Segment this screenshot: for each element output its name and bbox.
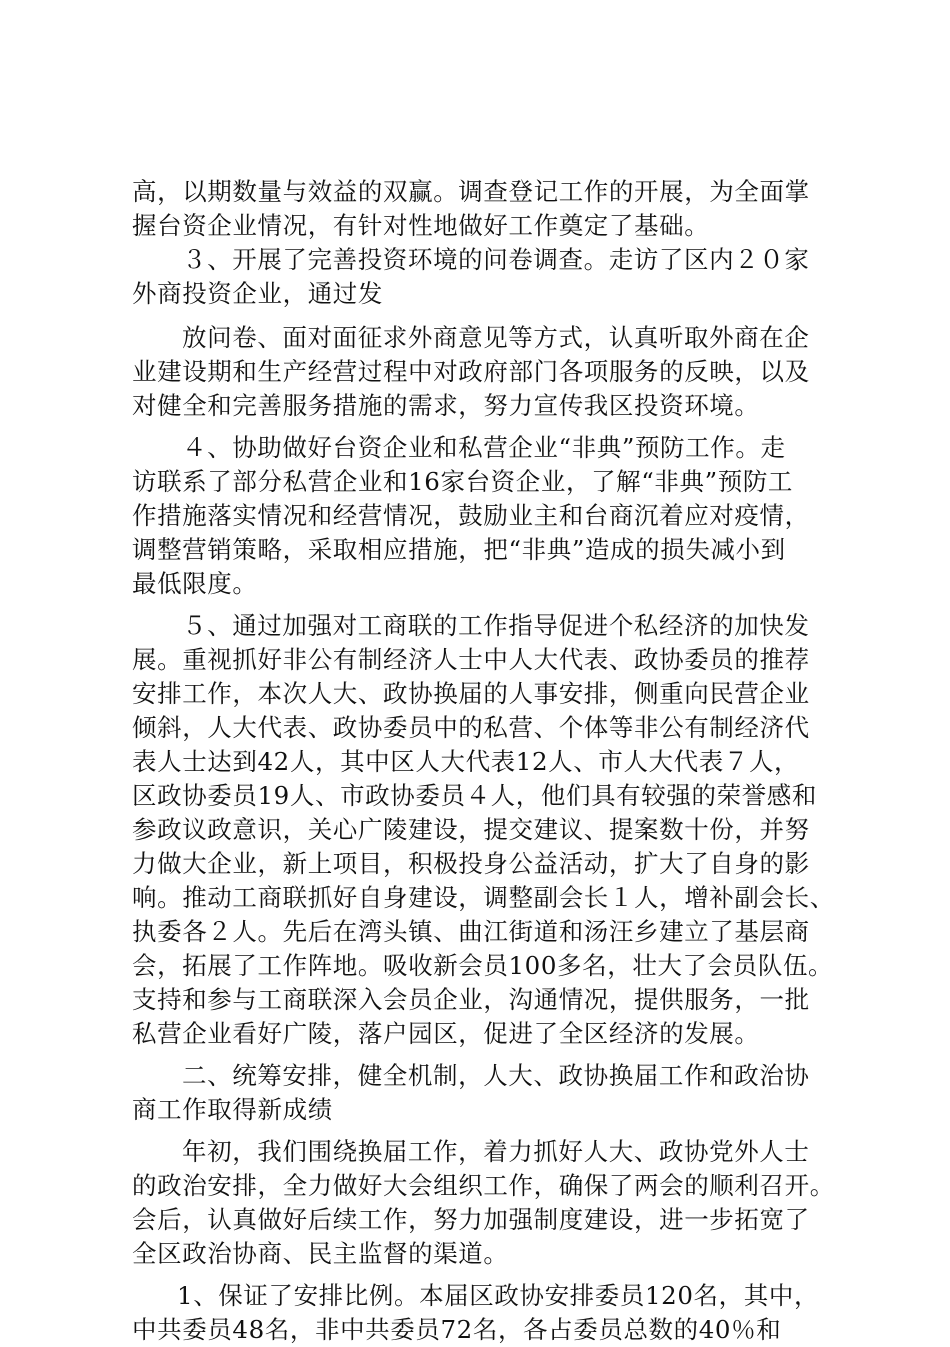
text-line: 表人士达到42人，其中区人大代表12人、市人大代表７人， [132,747,800,776]
text-line: 倾斜，人大代表、政协委员中的私营、个体等非公有制经济代 [132,713,810,742]
text-line: ４、协助做好台资企业和私营企业“非典”预防工作。走 [182,433,786,462]
text-line: ５、通过加强对工商联的工作指导促进个私经济的加快发 [182,611,810,640]
text-line: 1、保证了安排比例。本届区政协安排委员120名，其中， [177,1281,820,1310]
text-line: 会后，认真做好后续工作，努力加强制度建设，进一步拓宽了 [132,1205,810,1234]
text-line: 力做大企业，新上项目，积极投身公益活动，扩大了自身的影 [132,849,810,878]
text-line: 高，以期数量与效益的双赢。调查登记工作的开展，为全面掌 [132,177,810,206]
text-line: ３、开展了完善投资环境的问卷调查。走访了区内２０家 [182,245,810,274]
text-line: 放问卷、面对面征求外商意见等方式，认真听取外商在企 [182,323,810,352]
text-line: 最低限度。 [132,569,258,598]
text-line: 支持和参与工商联深入会员企业，沟通情况，提供服务，一批 [132,985,810,1014]
text-line: 年初，我们围绕换届工作，着力抓好人大、政协党外人士 [182,1137,810,1166]
section-heading-line: 二、统筹安排，健全机制，人大、政协换届工作和政治协 [182,1061,810,1090]
text-line: 作措施落实情况和经营情况，鼓励业主和台商沉着应对疫情， [132,501,810,530]
text-line: 展。重视抓好非公有制经济人士中人大代表、政协委员的推荐 [132,645,810,674]
text-line: 会，拓展了工作阵地。吸收新会员100多名，壮大了会员队伍。 [132,951,834,980]
text-line: 执委各２人。先后在湾头镇、曲江街道和汤汪乡建立了基层商 [132,917,810,946]
text-line: 私营企业看好广陵，落户园区，促进了全区经济的发展。 [132,1019,760,1048]
text-line: 握台资企业情况，有针对性地做好工作奠定了基础。 [132,211,710,240]
text-line: 参政议政意识，关心广陵建设，提交建议、提案数十份，并努 [132,815,810,844]
text-line: 访联系了部分私营企业和16家台资企业，了解“非典”预防工 [132,467,794,496]
text-line: 安排工作，本次人大、政协换届的人事安排，侧重向民营企业 [132,679,810,708]
text-line: 调整营销策略，采取相应措施，把“非典”造成的损失减小到 [132,535,786,564]
text-line: 外商投资企业，通过发 [132,279,383,308]
section-heading-line: 商工作取得新成绩 [132,1095,333,1124]
text-line: 区政协委员19人、市政协委员４人，他们具有较强的荣誉感和 [132,781,817,810]
text-line: 全区政治协商、民主监督的渠道。 [132,1239,509,1268]
text-line: 的政治安排，全力做好大会组织工作，确保了两会的顺利召开。 [132,1171,835,1200]
text-line: 业建设期和生产经营过程中对政府部门各项服务的反映，以及 [132,357,810,386]
text-line: 响。推动工商联抓好自身建设，调整副会长１人，增补副会长、 [132,883,835,912]
text-line: 中共委员48名，非中共委员72名，各占委员总数的40％和 [132,1315,782,1344]
text-line: 对健全和完善服务措施的需求，努力宣传我区投资环境。 [132,391,760,420]
